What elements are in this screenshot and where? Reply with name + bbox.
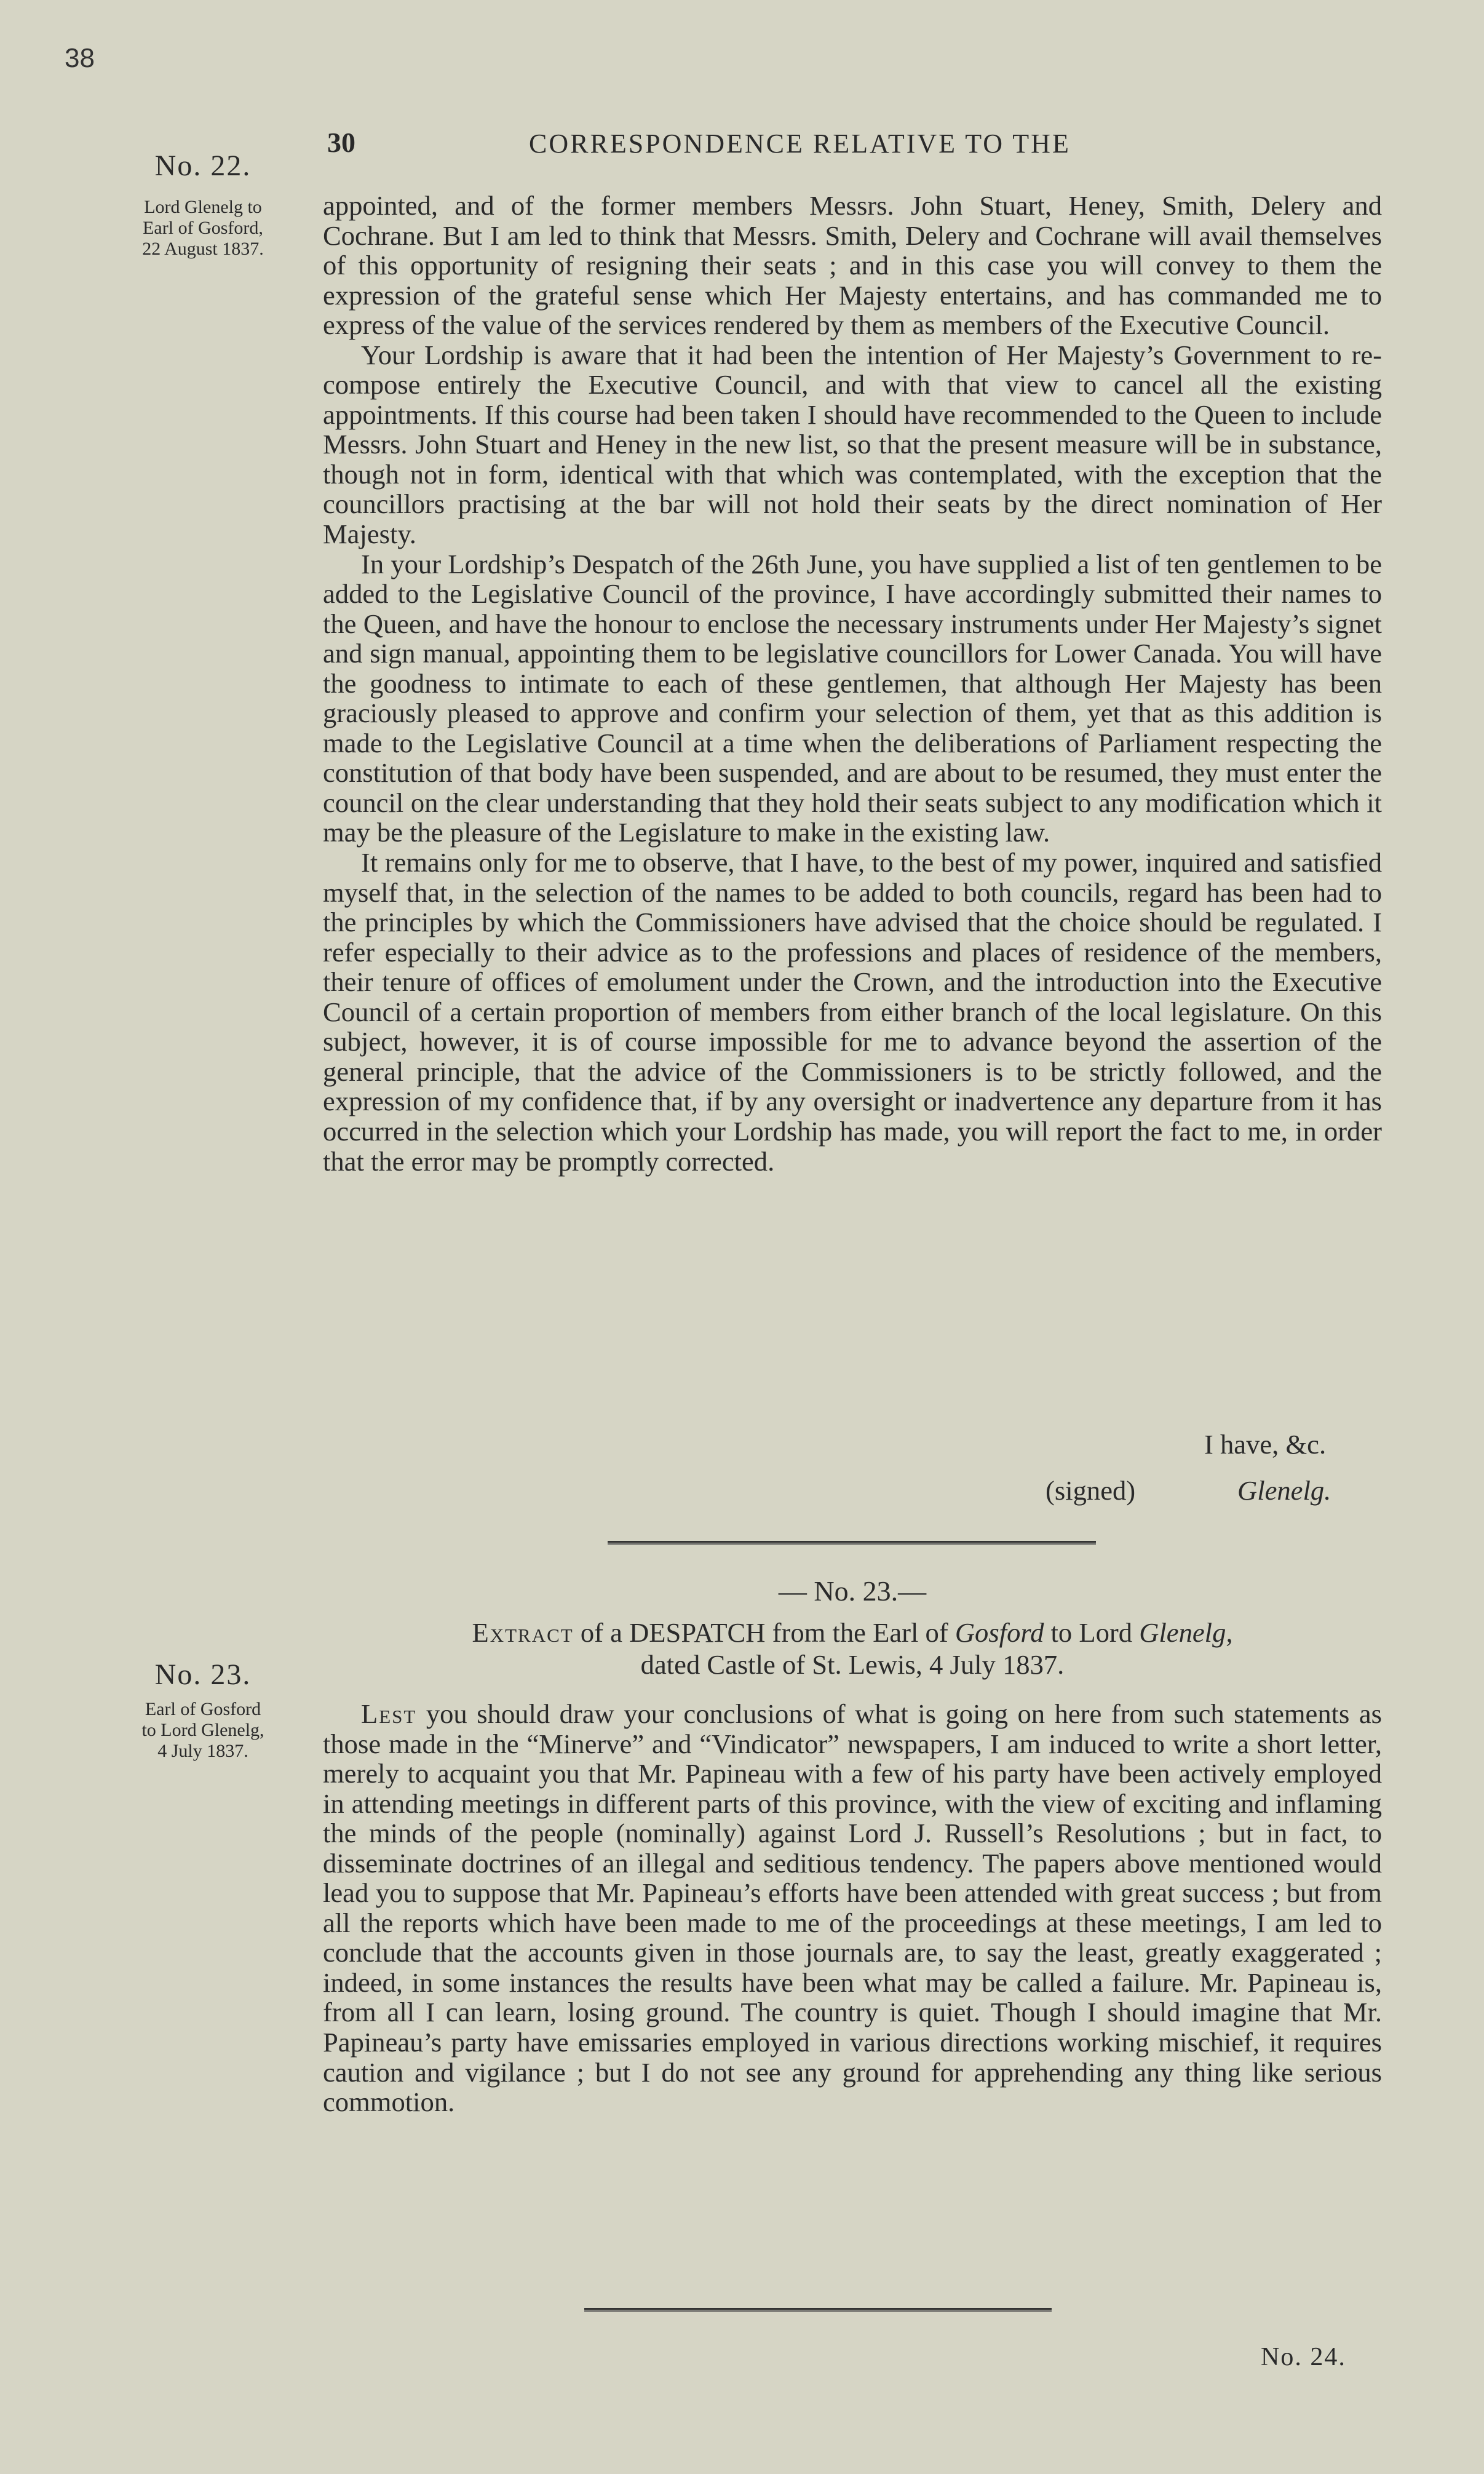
section-heading-no-23: — No. 23.— bbox=[778, 1575, 927, 1607]
section-divider bbox=[584, 2308, 1052, 2312]
extract-text: of a DESPATCH from the Earl of bbox=[573, 1617, 955, 1648]
paragraph: In your Lordship’s Despatch of the 26th June, you have supplied a list of ten gentlemen to be added to the Legislative Council of the province, I have accordingly submitted their names to the Queen, and have the honour to enclose the necessary instruments under Her Majesty’s signet and sign manual, appointing them to be legislative councillors for Lower Canada. You will have the goodness to intimate to each of these gentlemen, that although Her Majesty has been graciously pleased to approve and confirm your selection of them, yet that as this addition is made to the Legislative Council at a time when the deliberations of Parliament respecting the constitution of that body have been suspended, and are about to be resumed, they must enter the council on the clear understanding that they hold their seats subject to any modification which it may be the pleasure of the Legislature to make in the existing law. bbox=[323, 548, 1382, 848]
paragraph bbox=[323, 1699, 1382, 2117]
section-divider bbox=[608, 1541, 1096, 1545]
extract-text: to Lord bbox=[1044, 1617, 1140, 1648]
paragraph: appointed, and of the former members Messrs. John Stuart, Heney, Smith, Delery and Cochrane. But I am led to think that Messrs. Smith, Delery and Cochrane will avail themselves of this opportunity of resigning their seats ; and in this case you will convey to them the expression of the grateful sense which Her Majesty entertains, and has commanded me to express of the value of the services rendered by them as members of the Executive Council. bbox=[323, 190, 1382, 341]
margin-note-23 bbox=[101, 1699, 304, 1762]
margin-note-line: Earl of Gosford, bbox=[143, 218, 263, 238]
extract-heading bbox=[323, 1617, 1382, 1680]
extract-heading-line-1 bbox=[323, 1617, 1382, 1649]
letter-22-body bbox=[323, 191, 1382, 1176]
margin-note-line: 4 July 1837. bbox=[157, 1741, 248, 1761]
first-word: Lest bbox=[361, 1698, 417, 1729]
margin-no-22: No. 22. bbox=[154, 149, 252, 182]
extract-word: Extract bbox=[472, 1617, 574, 1648]
margin-note-line: Lord Glenelg to bbox=[144, 197, 262, 217]
signature: Glenelg. bbox=[1237, 1475, 1331, 1506]
name-glenelg: Glenelg, bbox=[1139, 1617, 1233, 1648]
signed-label: (signed) bbox=[1046, 1475, 1136, 1506]
name-gosford: Gosford bbox=[954, 1617, 1044, 1648]
margin-no-23: No. 23. bbox=[154, 1658, 252, 1691]
catchword-next-number: No. 24. bbox=[1261, 2343, 1346, 2371]
scan-page-number: 38 bbox=[65, 43, 95, 73]
margin-note-line: to Lord Glenelg, bbox=[141, 1720, 264, 1740]
running-page-number: 30 bbox=[327, 127, 355, 158]
letter-23-body bbox=[323, 1699, 1382, 2117]
running-title: CORRESPONDENCE RELATIVE TO THE bbox=[529, 129, 1071, 159]
paragraph: It remains only for me to observe, that I have, to the best of my power, inquired and satisfied myself that, in the selection of the names to be added to both councils, regard has been had to the principles by which the Commissioners have advised that the choice should be regulated. I refer especially to their advice as to the professions and places of residence of the members, their tenure of offices of emolument under the Crown, and the introduction into the Executive Council of a certain proportion of members from either branch of the local legislature. On this subject, however, it is of course impossible for me to advance beyond the assertion of the general principle, that the advice of the Commissioners is to be strictly followed, and the expression of my confidence that, if by any oversight or inadvertence any departure from it has occurred in the selection which your Lordship has made, you will report the fact to me, in order that the error may be promptly corrected. bbox=[323, 847, 1382, 1177]
margin-note-line: Earl of Gosford bbox=[145, 1699, 261, 1719]
margin-note-line: 22 August 1837. bbox=[142, 239, 264, 259]
paragraph-text: you should draw your conclusions of what is going on here from such statements as those made in the “Minerve” and “Vindicator” newspapers, I am induced to write a short letter, merely to acquaint you that Mr. Papineau with a few of his party have been actively employed in attending meetings in different parts of this province, with the view of exciting and inflaming the minds of the people (nominally) against Lord J. Russell’s Resolutions ; but in fact, to disseminate doctrines of an illegal and seditious tendency. The papers above mentioned would lead you to suppose that Mr. Papineau’s efforts have been attended with great success ; but from all the reports which have been made to me of the proceedings at these meetings, I am led to conclude that the accounts given in those journals are, to say the least, greatly exaggerated ; indeed, in some instances the results have been what may be called a failure. Mr. Papineau is, from all I can learn, losing ground. The country is quiet. Though I should imagine that Mr. Papineau’s party have emissaries employed in various directions working mischief, it requires caution and vigilance ; but I do not see any ground for apprehending any thing like serious commotion. bbox=[323, 1698, 1382, 2118]
paragraph: Your Lordship is aware that it had been the intention of Her Majesty’s Government to re-compose entirely the Executive Council, and with that view to cancel all the existing appointments. If this course had been taken I should have recommended to the Queen to include Messrs. John Stuart and Heney in the new list, so that the present measure will be in substance, though not in form, identical with that which was contemplated, with the exception that the councillors practising at the bar will not hold their seats by the direct nomination of Her Majesty. bbox=[323, 339, 1382, 550]
extract-heading-line-2: dated Castle of St. Lewis, 4 July 1837. bbox=[640, 1649, 1065, 1680]
closing: I have, &c. bbox=[1204, 1429, 1327, 1460]
margin-note-22 bbox=[101, 197, 304, 260]
